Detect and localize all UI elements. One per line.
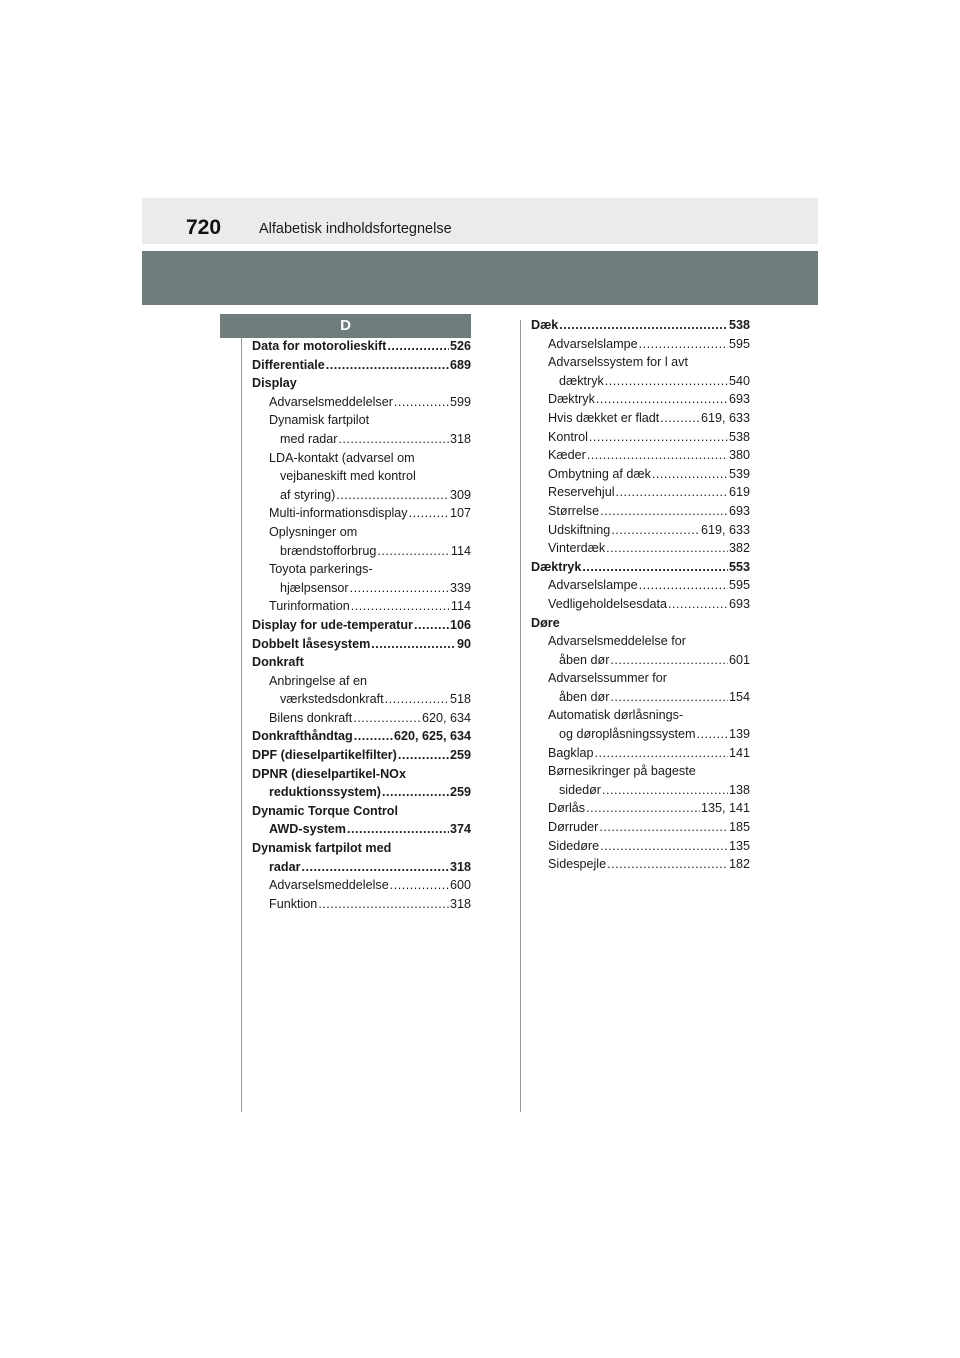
index-entry bbox=[531, 372, 750, 391]
index-entry-text: Sidedøre bbox=[548, 838, 600, 853]
index-entry-text: Advarselsmeddelelse for bbox=[548, 634, 686, 649]
column-divider-left bbox=[241, 338, 242, 1112]
dot-leader bbox=[336, 486, 449, 505]
index-entry-text: brændstofforbrug bbox=[280, 543, 377, 558]
dot-leader bbox=[605, 372, 728, 391]
index-entry-text: Hvis dækket er fladt bbox=[548, 410, 660, 425]
index-entry-text: Børnesikringer på bageste bbox=[548, 764, 696, 779]
index-entry-text: Dobbelt låsesystem bbox=[252, 636, 371, 651]
index-entry bbox=[252, 895, 471, 914]
index-entry-page: 318 bbox=[449, 859, 471, 874]
header-bar bbox=[142, 198, 818, 244]
index-entry bbox=[531, 465, 750, 484]
index-entry-text: Kontrol bbox=[548, 429, 588, 444]
index-entry-text: og døroplåsningssystem bbox=[559, 727, 696, 742]
dot-leader bbox=[602, 781, 728, 800]
dot-leader bbox=[387, 337, 449, 356]
dot-leader bbox=[611, 521, 700, 540]
index-entry-text: vejbaneskift med kontrol bbox=[280, 469, 416, 484]
index-entry-text: åben dør bbox=[559, 689, 610, 704]
index-entry-text: Multi-informationsdisplay bbox=[269, 506, 408, 521]
dot-leader bbox=[610, 651, 728, 670]
index-entry-page: 601 bbox=[728, 652, 750, 667]
dot-leader bbox=[409, 504, 449, 523]
index-entry bbox=[531, 483, 750, 502]
index-entry-text: Advarselsmeddelelse bbox=[269, 878, 389, 893]
index-entry-text: Dynamic Torque Control bbox=[252, 803, 399, 818]
dot-leader bbox=[385, 690, 449, 709]
index-entry-text: LDA-kontakt (advarsel om bbox=[269, 450, 415, 465]
index-entry-page: 620, 634 bbox=[421, 710, 471, 725]
index-entry bbox=[252, 374, 471, 393]
index-entry bbox=[252, 765, 471, 784]
index-entry-text: Døre bbox=[531, 615, 560, 630]
dot-leader bbox=[639, 576, 728, 595]
index-entry-text: Data for motorolieskift bbox=[252, 339, 387, 353]
index-entry-text: Oplysninger om bbox=[269, 524, 358, 539]
index-entry-text: Sidespejle bbox=[548, 857, 607, 872]
index-entry-text: Advarselssummer for bbox=[548, 671, 667, 686]
index-entry-page: 600 bbox=[449, 878, 471, 893]
dot-leader bbox=[377, 542, 450, 561]
index-entry-page: 553 bbox=[728, 559, 750, 574]
column-divider-right bbox=[520, 320, 521, 1112]
index-entry bbox=[531, 781, 750, 800]
index-entry-text: Ombytning af dæk bbox=[548, 466, 651, 481]
index-entry-text: AWD-system bbox=[269, 822, 346, 837]
index-entry bbox=[531, 837, 750, 856]
dot-leader bbox=[414, 616, 449, 635]
index-entry-page: 309 bbox=[449, 487, 471, 502]
index-entry bbox=[531, 353, 750, 372]
dot-leader bbox=[652, 465, 728, 484]
index-entry-page: 595 bbox=[728, 578, 750, 593]
page-number: 720 bbox=[186, 216, 222, 239]
dot-leader bbox=[639, 335, 728, 354]
index-entry-page: 318 bbox=[449, 431, 471, 446]
index-entry bbox=[252, 542, 471, 561]
index-entry bbox=[252, 635, 471, 654]
index-entry-page: 599 bbox=[449, 394, 471, 409]
index-entry-text: Kæder bbox=[548, 448, 586, 463]
dot-leader bbox=[697, 725, 728, 744]
index-entry-page: 693 bbox=[728, 392, 750, 407]
page-title: Alfabetisk indholdsfortegnelse bbox=[259, 221, 452, 237]
index-entry bbox=[252, 579, 471, 598]
index-entry-page: 526 bbox=[449, 339, 471, 353]
dot-leader bbox=[616, 483, 728, 502]
index-column-right bbox=[531, 316, 750, 874]
index-entry bbox=[531, 706, 750, 725]
index-entry bbox=[531, 744, 750, 763]
index-entry-text: DPF (dieselpartikelfilter) bbox=[252, 748, 397, 763]
dot-leader bbox=[382, 783, 449, 802]
index-entry bbox=[252, 411, 471, 430]
index-entry-text: Differentiale bbox=[252, 357, 325, 372]
index-entry-page: 114 bbox=[450, 543, 471, 558]
index-entry-text: Anbringelse af en bbox=[269, 673, 368, 688]
index-entry bbox=[252, 356, 471, 375]
index-entry-text: Vinterdæk bbox=[548, 541, 606, 556]
index-entry bbox=[531, 818, 750, 837]
dot-leader bbox=[596, 390, 728, 409]
section-letter-tab: D bbox=[220, 314, 471, 338]
dot-leader bbox=[600, 837, 728, 856]
index-entry-page: 693 bbox=[728, 596, 750, 611]
index-entry-page: 619, 633 bbox=[700, 410, 750, 425]
index-entry bbox=[531, 409, 750, 428]
index-entry-page: 540 bbox=[728, 373, 750, 388]
index-entry bbox=[531, 558, 750, 577]
index-entry-text: Donkraft bbox=[252, 655, 304, 670]
index-entry-page: 185 bbox=[728, 820, 750, 835]
index-entry-page: 595 bbox=[728, 336, 750, 351]
dot-leader bbox=[599, 818, 728, 837]
index-entry-text: Bilens donkraft bbox=[269, 710, 353, 725]
index-entry bbox=[531, 762, 750, 781]
dot-leader bbox=[394, 393, 449, 412]
index-entry-text: af styring) bbox=[280, 487, 336, 502]
index-entry-page: 380 bbox=[728, 448, 750, 463]
index-entry-text: Dæk bbox=[531, 318, 559, 332]
index-entry bbox=[531, 669, 750, 688]
index-entry-text: Advarselsmeddelelser bbox=[269, 394, 393, 409]
index-entry-text: reduktionssystem) bbox=[269, 785, 381, 800]
index-entry-text: hjælpsensor bbox=[280, 580, 349, 595]
index-entry bbox=[252, 523, 471, 542]
index-entry-text: Advarselslampe bbox=[548, 578, 638, 593]
index-entry bbox=[531, 614, 750, 633]
dot-leader bbox=[350, 579, 449, 598]
index-entry-text: Automatisk dørlåsnings- bbox=[548, 708, 684, 723]
index-entry bbox=[252, 746, 471, 765]
index-entry bbox=[252, 802, 471, 821]
index-entry bbox=[531, 632, 750, 651]
dot-leader bbox=[353, 709, 421, 728]
index-entry bbox=[252, 393, 471, 412]
index-entry bbox=[531, 688, 750, 707]
index-entry-text: Funktion bbox=[269, 896, 318, 911]
dot-leader bbox=[587, 446, 728, 465]
index-entry-page: 107 bbox=[449, 506, 471, 521]
dot-leader bbox=[351, 597, 450, 616]
index-entry-text: Dynamisk fartpilot bbox=[269, 413, 370, 428]
index-entry-text: Reservehjul bbox=[548, 485, 615, 500]
index-entry bbox=[252, 467, 471, 486]
index-entry bbox=[252, 820, 471, 839]
index-entry-page: 538 bbox=[728, 429, 750, 444]
index-entry bbox=[531, 521, 750, 540]
index-entry bbox=[252, 430, 471, 449]
index-entry bbox=[252, 690, 471, 709]
index-entry-text: Toyota parkerings- bbox=[269, 562, 373, 577]
dot-leader bbox=[559, 316, 728, 335]
dot-leader bbox=[595, 744, 728, 763]
index-entry-text: Vedligeholdelsesdata bbox=[548, 596, 668, 611]
dot-leader bbox=[586, 799, 700, 818]
index-entry bbox=[252, 727, 471, 746]
index-entry-page: 141 bbox=[728, 745, 750, 760]
index-entry-page: 374 bbox=[449, 822, 471, 837]
index-entry bbox=[252, 560, 471, 579]
index-entry bbox=[252, 858, 471, 877]
index-entry bbox=[252, 783, 471, 802]
index-entry-text: Dæktryk bbox=[548, 392, 595, 407]
index-entry bbox=[531, 316, 750, 335]
dot-leader bbox=[338, 430, 449, 449]
index-entry bbox=[252, 876, 471, 895]
dot-leader bbox=[589, 428, 728, 447]
index-entry-text: Donkrafthåndtag bbox=[252, 729, 353, 744]
index-entry-text: Advarselslampe bbox=[548, 336, 638, 351]
index-entry bbox=[531, 595, 750, 614]
index-entry bbox=[252, 672, 471, 691]
index-entry-text: værkstedsdonkraft bbox=[280, 692, 384, 707]
dot-leader bbox=[347, 820, 449, 839]
index-entry bbox=[531, 502, 750, 521]
dot-leader bbox=[318, 895, 449, 914]
index-entry bbox=[531, 390, 750, 409]
index-entry-page: 138 bbox=[728, 782, 750, 797]
dot-leader bbox=[398, 746, 449, 765]
index-entry-page: 689 bbox=[449, 357, 471, 372]
index-entry-page: 90 bbox=[456, 636, 471, 651]
index-entry-page: 114 bbox=[450, 599, 471, 614]
index-entry bbox=[531, 539, 750, 558]
index-entry-page: 339 bbox=[449, 580, 471, 595]
index-entry bbox=[531, 725, 750, 744]
index-entry-page: 182 bbox=[728, 857, 750, 872]
index-entry bbox=[252, 337, 471, 356]
index-entry-page: 318 bbox=[449, 896, 471, 911]
header-band bbox=[142, 251, 818, 305]
index-entry-text: Bagklap bbox=[548, 745, 594, 760]
index-entry bbox=[531, 335, 750, 354]
dot-leader bbox=[302, 858, 449, 877]
index-entry bbox=[252, 486, 471, 505]
index-entry-page: 619 bbox=[728, 485, 750, 500]
dot-leader bbox=[606, 539, 728, 558]
index-entry-text: dæktryk bbox=[559, 373, 604, 388]
index-entry-page: 259 bbox=[449, 785, 471, 800]
index-entry-text: DPNR (dieselpartikel-NOx bbox=[252, 766, 406, 781]
index-entry-text: Display bbox=[252, 376, 297, 391]
dot-leader bbox=[390, 876, 449, 895]
index-entry-text: Størrelse bbox=[548, 503, 600, 518]
index-entry-page: 259 bbox=[449, 748, 471, 763]
index-entry bbox=[531, 428, 750, 447]
index-entry bbox=[252, 616, 471, 635]
index-entry-page: 620, 625, 634 bbox=[393, 729, 471, 744]
index-entry bbox=[531, 576, 750, 595]
index-entry bbox=[252, 504, 471, 523]
index-entry bbox=[252, 709, 471, 728]
index-entry-page: 106 bbox=[449, 617, 471, 632]
index-entry-page: 619, 633 bbox=[700, 522, 750, 537]
dot-leader bbox=[326, 356, 449, 375]
index-entry-text: Dørlås bbox=[548, 801, 586, 816]
dot-leader bbox=[668, 595, 728, 614]
index-entry-text: åben dør bbox=[559, 652, 610, 667]
index-entry bbox=[531, 855, 750, 874]
index-entry-text: Turinformation bbox=[269, 599, 350, 614]
index-entry-text: Dæktryk bbox=[531, 559, 582, 574]
index-column-left bbox=[252, 337, 471, 913]
index-entry-text: Advarselssystem for l avt bbox=[548, 355, 688, 370]
index-entry-page: 539 bbox=[728, 466, 750, 481]
index-entry-text: sidedør bbox=[559, 782, 601, 797]
index-entry-text: Dørruder bbox=[548, 820, 599, 835]
index-entry bbox=[531, 651, 750, 670]
index-entry-page: 538 bbox=[728, 318, 750, 332]
dot-leader bbox=[582, 558, 728, 577]
index-entry bbox=[252, 653, 471, 672]
dot-leader bbox=[600, 502, 728, 521]
index-entry-page: 139 bbox=[728, 727, 750, 742]
index-entry-text: Dynamisk fartpilot med bbox=[252, 841, 392, 856]
index-entry bbox=[531, 799, 750, 818]
dot-leader bbox=[610, 688, 728, 707]
index-entry-page: 154 bbox=[728, 689, 750, 704]
dot-leader bbox=[371, 635, 456, 654]
index-entry-text: radar bbox=[269, 859, 301, 874]
index-entry-page: 135 bbox=[728, 838, 750, 853]
index-entry bbox=[531, 446, 750, 465]
dot-leader bbox=[354, 727, 393, 746]
index-entry bbox=[252, 449, 471, 468]
index-entry bbox=[252, 597, 471, 616]
index-entry-page: 518 bbox=[449, 692, 471, 707]
dot-leader bbox=[607, 855, 728, 874]
index-entry bbox=[252, 839, 471, 858]
index-entry-page: 135, 141 bbox=[700, 801, 750, 816]
index-entry-text: med radar bbox=[280, 431, 338, 446]
index-entry-page: 382 bbox=[728, 541, 750, 556]
dot-leader bbox=[660, 409, 700, 428]
index-entry-page: 693 bbox=[728, 503, 750, 518]
index-entry-text: Udskiftning bbox=[548, 522, 611, 537]
index-entry-text: Display for ude-temperatur bbox=[252, 617, 413, 632]
